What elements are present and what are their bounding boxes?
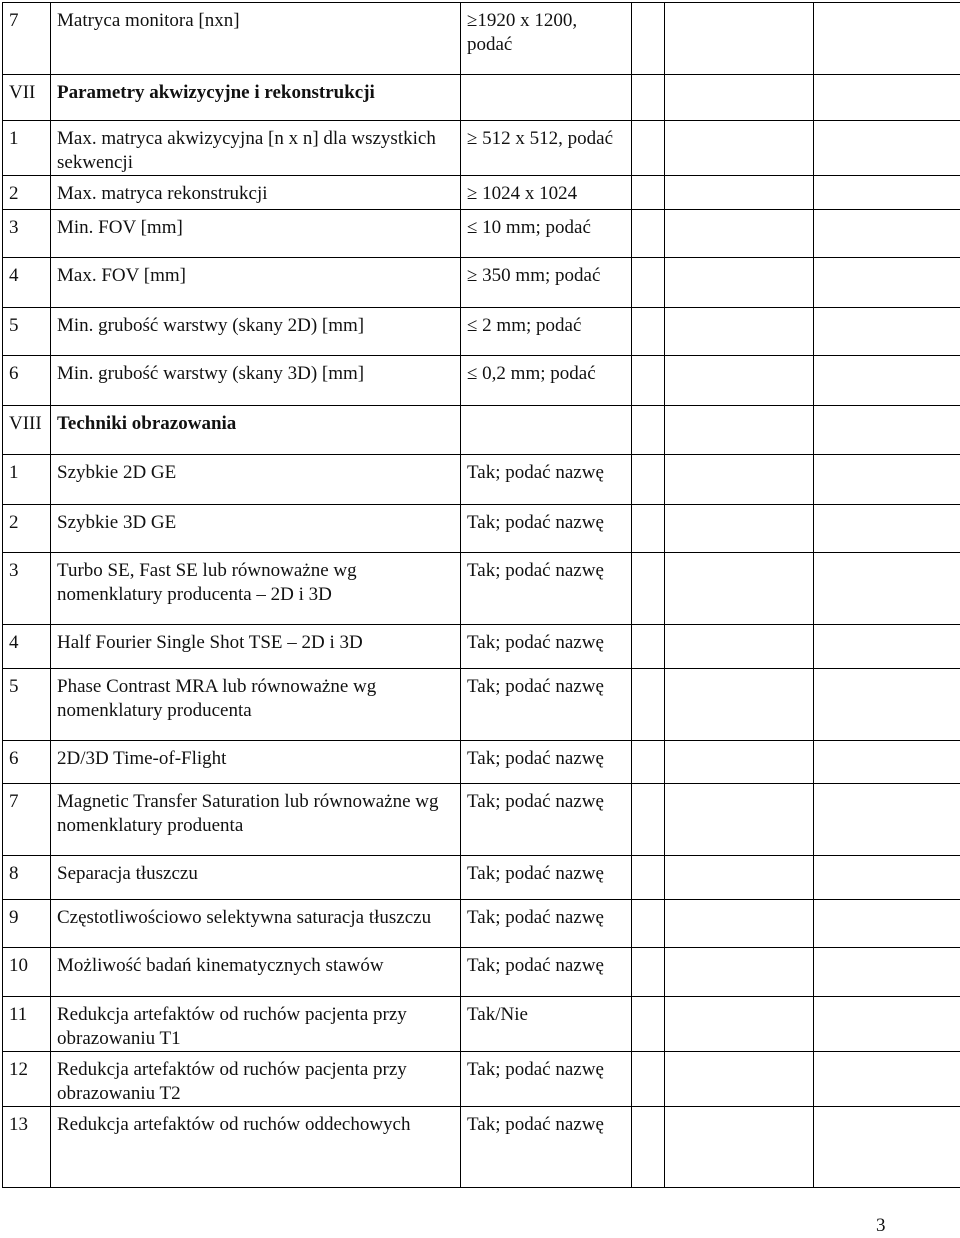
row-number: 8 — [3, 856, 51, 900]
required-value: Tak; podać nazwę — [461, 455, 632, 505]
empty-cell — [632, 997, 665, 1052]
empty-cell — [632, 625, 665, 669]
empty-cell — [632, 1052, 665, 1107]
empty-cell — [665, 308, 814, 356]
specification-table-body — [3, 3, 960, 1188]
empty-cell — [814, 455, 960, 505]
row-number: 5 — [3, 669, 51, 741]
empty-cell — [665, 505, 814, 553]
required-value: ≤ 2 mm; podać — [461, 308, 632, 356]
row-number: 7 — [3, 3, 51, 75]
table-row — [3, 900, 960, 948]
parameter-label: Redukcja artefaktów od ruchów pacjenta przy obrazowaniu T1 — [51, 997, 461, 1052]
required-value: ≥ 1024 x 1024 — [461, 176, 632, 210]
empty-cell — [665, 1107, 814, 1188]
required-value — [461, 75, 632, 121]
row-number: 9 — [3, 900, 51, 948]
empty-cell — [665, 741, 814, 784]
parameter-label: Częstotliwościowo selektywna saturacja tłuszczu — [51, 900, 461, 948]
parameter-label: Możliwość badań kinematycznych stawów — [51, 948, 461, 997]
table-row — [3, 308, 960, 356]
empty-cell — [632, 900, 665, 948]
empty-cell — [632, 455, 665, 505]
empty-cell — [665, 669, 814, 741]
table-row — [3, 669, 960, 741]
required-value: ≤ 10 mm; podać — [461, 210, 632, 258]
empty-cell — [814, 784, 960, 856]
row-number: 1 — [3, 455, 51, 505]
table-row — [3, 356, 960, 406]
empty-cell — [665, 121, 814, 176]
row-number: 2 — [3, 505, 51, 553]
empty-cell — [632, 553, 665, 625]
table-row — [3, 553, 960, 625]
empty-cell — [665, 784, 814, 856]
parameter-label: Redukcja artefaktów od ruchów pacjenta przy obrazowaniu T2 — [51, 1052, 461, 1107]
empty-cell — [665, 1052, 814, 1107]
row-number: 6 — [3, 741, 51, 784]
parameter-label: Magnetic Transfer Saturation lub równoważne wg nomenklatury produenta — [51, 784, 461, 856]
required-value: Tak; podać nazwę — [461, 741, 632, 784]
parameter-label: Redukcja artefaktów od ruchów oddechowych — [51, 1107, 461, 1188]
required-value: Tak; podać nazwę — [461, 784, 632, 856]
empty-cell — [632, 948, 665, 997]
parameter-label: Max. FOV [mm] — [51, 258, 461, 308]
empty-cell — [665, 948, 814, 997]
row-number: 2 — [3, 176, 51, 210]
parameter-label: Szybkie 2D GE — [51, 455, 461, 505]
parameter-label: Parametry akwizycyjne i rekonstrukcji — [51, 75, 461, 121]
empty-cell — [665, 406, 814, 455]
required-value: Tak; podać nazwę — [461, 1107, 632, 1188]
table-row — [3, 784, 960, 856]
empty-cell — [814, 3, 960, 75]
empty-cell — [665, 3, 814, 75]
empty-cell — [632, 505, 665, 553]
table-row — [3, 3, 960, 75]
empty-cell — [814, 669, 960, 741]
empty-cell — [665, 258, 814, 308]
empty-cell — [814, 406, 960, 455]
table-row — [3, 741, 960, 784]
table-row — [3, 1052, 960, 1107]
required-value: ≥ 512 x 512, podać — [461, 121, 632, 176]
required-value: Tak; podać nazwę — [461, 505, 632, 553]
row-number: 4 — [3, 258, 51, 308]
empty-cell — [665, 176, 814, 210]
parameter-label: Max. matryca rekonstrukcji — [51, 176, 461, 210]
empty-cell — [814, 900, 960, 948]
parameter-label: Separacja tłuszczu — [51, 856, 461, 900]
parameter-label: Szybkie 3D GE — [51, 505, 461, 553]
empty-cell — [814, 210, 960, 258]
empty-cell — [632, 406, 665, 455]
row-number: 12 — [3, 1052, 51, 1107]
empty-cell — [814, 505, 960, 553]
parameter-label: Matryca monitora [nxn] — [51, 3, 461, 75]
parameter-label: Techniki obrazowania — [51, 406, 461, 455]
table-row — [3, 505, 960, 553]
empty-cell — [632, 356, 665, 406]
required-value: Tak/Nie — [461, 997, 632, 1052]
required-value: Tak; podać nazwę — [461, 669, 632, 741]
empty-cell — [665, 625, 814, 669]
empty-cell — [632, 1107, 665, 1188]
empty-cell — [665, 210, 814, 258]
empty-cell — [632, 75, 665, 121]
empty-cell — [814, 741, 960, 784]
row-number: 4 — [3, 625, 51, 669]
row-number: 3 — [3, 210, 51, 258]
empty-cell — [665, 553, 814, 625]
required-value: Tak; podać nazwę — [461, 625, 632, 669]
required-value: ≥1920 x 1200, podać — [461, 3, 632, 75]
table-row — [3, 258, 960, 308]
required-value: ≤ 0,2 mm; podać — [461, 356, 632, 406]
table-row — [3, 75, 960, 121]
table-row — [3, 210, 960, 258]
empty-cell — [814, 1107, 960, 1188]
row-number: 6 — [3, 356, 51, 406]
empty-cell — [632, 308, 665, 356]
empty-cell — [665, 356, 814, 406]
required-value — [461, 406, 632, 455]
parameter-label: Min. grubość warstwy (skany 2D) [mm] — [51, 308, 461, 356]
page-number: 3 — [876, 1214, 886, 1238]
row-number: VIII — [3, 406, 51, 455]
empty-cell — [814, 121, 960, 176]
empty-cell — [632, 784, 665, 856]
table-row — [3, 176, 960, 210]
empty-cell — [665, 997, 814, 1052]
row-number: 13 — [3, 1107, 51, 1188]
required-value: Tak; podać nazwę — [461, 856, 632, 900]
table-row — [3, 997, 960, 1052]
empty-cell — [632, 669, 665, 741]
parameter-label: Phase Contrast MRA lub równoważne wg nomenklatury producenta — [51, 669, 461, 741]
parameter-label: 2D/3D Time-of-Flight — [51, 741, 461, 784]
parameter-label: Max. matryca akwizycyjna [n x n] dla wszystkich sekwencji — [51, 121, 461, 176]
parameter-label: Min. FOV [mm] — [51, 210, 461, 258]
empty-cell — [665, 455, 814, 505]
empty-cell — [814, 308, 960, 356]
table-row — [3, 856, 960, 900]
empty-cell — [814, 856, 960, 900]
parameter-label: Min. grubość warstwy (skany 3D) [mm] — [51, 356, 461, 406]
parameter-label: Turbo SE, Fast SE lub równoważne wg nomenklatury producenta – 2D i 3D — [51, 553, 461, 625]
table-row — [3, 948, 960, 997]
empty-cell — [632, 3, 665, 75]
table-row — [3, 406, 960, 455]
empty-cell — [632, 258, 665, 308]
row-number: 1 — [3, 121, 51, 176]
empty-cell — [814, 997, 960, 1052]
empty-cell — [814, 1052, 960, 1107]
empty-cell — [814, 553, 960, 625]
empty-cell — [814, 625, 960, 669]
empty-cell — [814, 176, 960, 210]
empty-cell — [814, 258, 960, 308]
empty-cell — [632, 856, 665, 900]
row-number: 10 — [3, 948, 51, 997]
empty-cell — [632, 210, 665, 258]
empty-cell — [814, 948, 960, 997]
row-number: 7 — [3, 784, 51, 856]
table-row — [3, 455, 960, 505]
empty-cell — [632, 121, 665, 176]
empty-cell — [814, 356, 960, 406]
required-value: Tak; podać nazwę — [461, 1052, 632, 1107]
table-row — [3, 625, 960, 669]
empty-cell — [665, 900, 814, 948]
required-value: Tak; podać nazwę — [461, 900, 632, 948]
required-value: ≥ 350 mm; podać — [461, 258, 632, 308]
row-number: 5 — [3, 308, 51, 356]
specification-table — [2, 2, 960, 1188]
required-value: Tak; podać nazwę — [461, 553, 632, 625]
table-row — [3, 121, 960, 176]
table-row — [3, 1107, 960, 1188]
required-value: Tak; podać nazwę — [461, 948, 632, 997]
row-number: VII — [3, 75, 51, 121]
empty-cell — [632, 176, 665, 210]
empty-cell — [632, 741, 665, 784]
empty-cell — [665, 856, 814, 900]
parameter-label: Half Fourier Single Shot TSE – 2D i 3D — [51, 625, 461, 669]
row-number: 11 — [3, 997, 51, 1052]
empty-cell — [814, 75, 960, 121]
empty-cell — [665, 75, 814, 121]
row-number: 3 — [3, 553, 51, 625]
